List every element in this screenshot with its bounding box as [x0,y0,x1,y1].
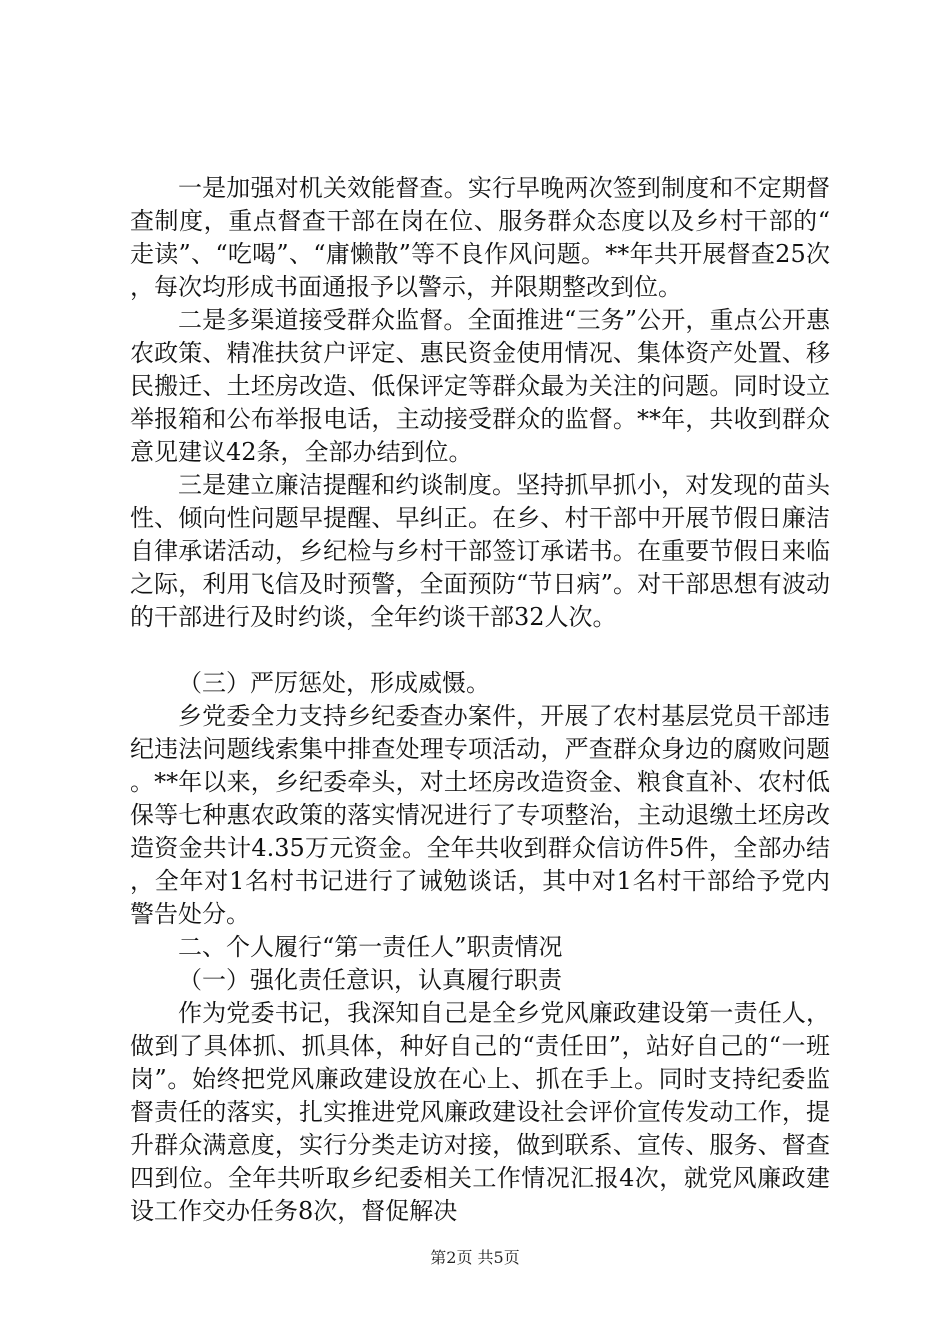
page-number-footer: 第2页 共5页 [430,1248,520,1267]
section-heading-personal-duty: 二、个人履行“第一责任人”职责情况 [178,933,563,961]
section-heading-punishment: （三）严厉惩处，形成威慑。 [178,669,490,697]
paragraph-public-supervision: 二是多渠道接受群众监督。全面推进“三务”公开，重点公开惠农政策、精准扶贫户评定、惠民资金使用情况、集体资产处置、移民搬迁、土坯房改造、低保评定等群众最为关注的问题。同时设立举报箱和公布举报电话，主动接受群众的监督。**年，共收到群众意见建议42条，全部办结到位。 [130,306,830,466]
document-body [130,172,830,1228]
paragraph-efficiency-inspection: 一是加强对机关效能督查。实行早晚两次签到制度和不定期督查制度，重点督查干部在岗在位、服务群众态度以及乡村干部的“走读”、“吃喝”、“庸懒散”等不良作风问题。**年共开展督查25次，每次均形成书面通报予以警示，并限期整改到位。 [130,174,830,301]
subsection-heading-responsibility: （一）强化责任意识，认真履行职责 [178,966,562,994]
paragraph-party-secretary: 作为党委书记，我深知自己是全乡党风廉政建设第一责任人，做到了具体抓、抓具体，种好自己的“责任田”，站好自己的“一班岗”。始终把党风廉政建设放在心上、抓在手上。同时支持纪委监督责任的落实，扎实推进党风廉政建设社会评价宣传发动工作，提升群众满意度，实行分类走访对接，做到联系、宣传、服务、督查四到位。全年共听取乡纪委相关工作情况汇报4次，就党风廉政建设工作交办任务8次，督促解决 [130,999,830,1225]
paragraph-integrity-reminder: 三是建立廉洁提醒和约谈制度。坚持抓早抓小，对发现的苗头性、倾向性问题早提醒、早纠正。在乡、村干部中开展节假日廉洁自律承诺活动，乡纪检与乡村干部签订承诺书。在重要节假日来临之际，利用飞信及时预警，全面预防“节日病”。对干部思想有波动的干部进行及时约谈，全年约谈干部32人次。 [130,471,830,631]
paragraph-case-handling: 乡党委全力支持乡纪委查办案件，开展了农村基层党员干部违纪违法问题线索集中排查处理专项活动，严查群众身边的腐败问题。**年以来，乡纪委牵头，对土坯房改造资金、粮食直补、农村低保等七种惠农政策的落实情况进行了专项整治，主动退缴土坯房改造资金共计4.35万元资金。全年共收到群众信访件5件，全部办结，全年对1名村书记进行了诫勉谈话，其中对1名村干部给予党内警告处分。 [130,702,830,928]
